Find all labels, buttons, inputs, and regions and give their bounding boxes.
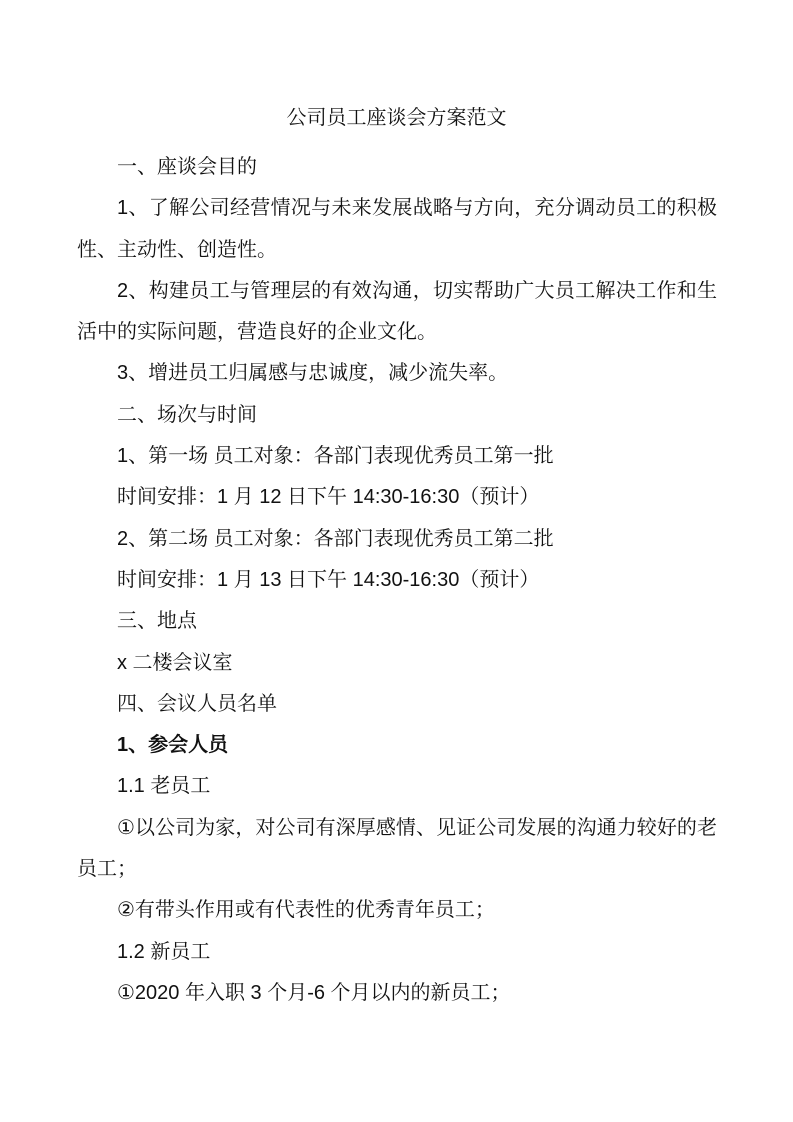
section-heading-attendees: 四、会议人员名单 (117, 692, 277, 715)
section-heading-location: 三、地点 (117, 610, 197, 633)
new-staff-item-1: ①2020 年入职 3 个月-6 个月以内的新员工； (117, 981, 511, 1004)
old-staff-item-1-line-2: 员工； (77, 858, 137, 881)
session-1-time: 时间安排：1 月 12 日下午 14:30-16:30（预计） (117, 486, 540, 509)
section-heading-schedule: 二、场次与时间 (117, 403, 257, 426)
session-2-participants: 2、第二场 员工对象：各部门表现优秀员工第二批 (117, 527, 554, 550)
purpose-item-1-line-1: 1、了解公司经营情况与未来发展战略与方向，充分调动员工的积极 (117, 197, 717, 220)
purpose-item-1-line-2: 性、主动性、创造性。 (77, 238, 277, 261)
document-title: 公司员工座谈会方案范文 (286, 107, 507, 129)
old-staff-item-2: ②有带头作用或有代表性的优秀青年员工； (117, 899, 495, 922)
purpose-item-2-line-2: 活中的实际问题，营造良好的企业文化。 (77, 321, 437, 344)
session-2-time: 时间安排：1 月 13 日下午 14:30-16:30（预计） (117, 568, 540, 591)
purpose-item-2-line-1: 2、构建员工与管理层的有效沟通，切实帮助广大员工解决工作和生 (117, 279, 717, 302)
old-staff-heading: 1.1 老员工 (117, 775, 211, 798)
purpose-item-3: 3、增进员工归属感与忠诚度，减少流失率。 (117, 362, 509, 385)
session-1-participants: 1、第一场 员工对象：各部门表现优秀员工第一批 (117, 445, 554, 468)
subheading-participants: 1、参会人员 (117, 734, 229, 757)
section-heading-purpose: 一、座谈会目的 (117, 156, 257, 178)
new-staff-heading: 1.2 新员工 (117, 940, 211, 963)
location-text: x 二楼会议室 (117, 651, 233, 674)
document-body (77, 147, 717, 1014)
old-staff-item-1-line-1: ①以公司为家，对公司有深厚感情、见证公司发展的沟通力较好的老 (117, 816, 717, 839)
